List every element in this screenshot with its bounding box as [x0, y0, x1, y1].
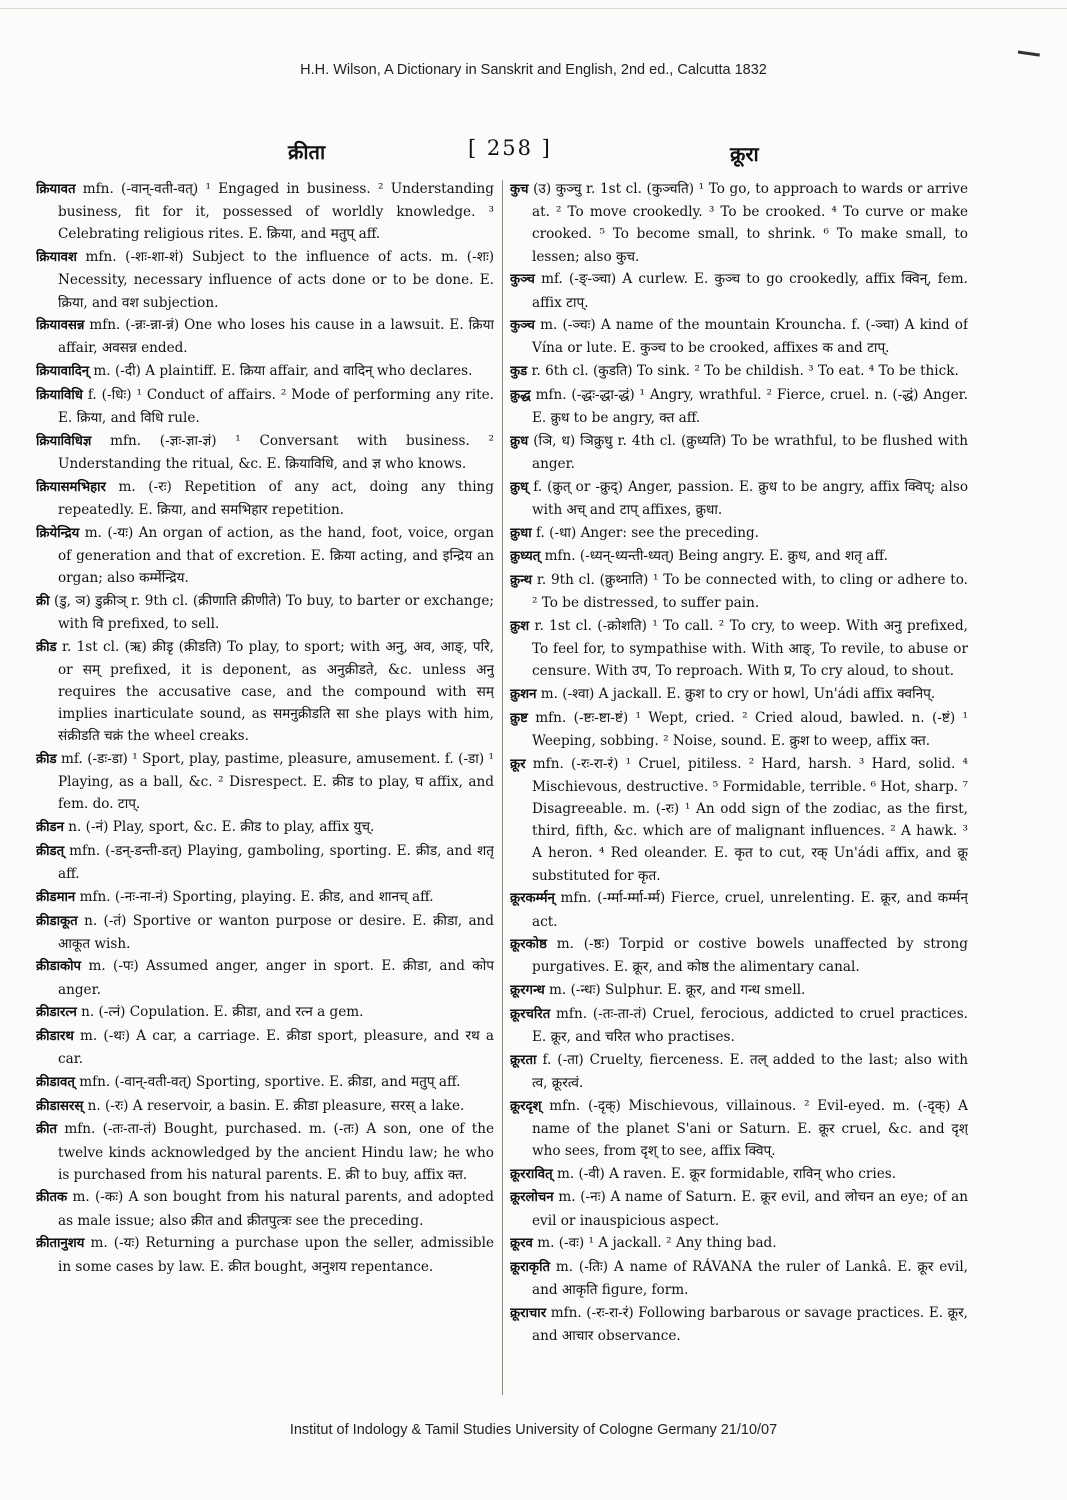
dictionary-entry — [510, 1095, 968, 1163]
entry-definition: mfn. (-डन्-डन्ती-डत्) Playing, gamboling, sporting. E. क्रीड, and शतृ aff. — [58, 842, 494, 883]
dictionary-entry — [510, 1003, 968, 1048]
entry-definition: mf. (-डः-डा) ¹ Sport, play, pastime, pleasure, amusement. f. (-डा) ¹ Playing, as a ball, &c. ² Disrespect. E. क्रीड to play, घ affix, and fem. do. टाप्. — [58, 751, 494, 813]
dictionary-entry — [510, 615, 968, 683]
dictionary-entry — [36, 1232, 494, 1277]
entry-definition: mfn. (-शः-शा-शं) Subject to the influence of acts. m. (-शः) Necessity, necessary influence of acts done or to be done. E. क्रिया, and वश subjection. — [58, 249, 494, 311]
entry-definition: f. (क्रुत् or -क्रुद्) Anger, passion. E. क्रुध to be angry, affix क्विप्; also with अच् and टाप् affixes, क्रुधा. — [532, 478, 968, 518]
entry-definition: mfn. (-रः-रा-रं) ¹ Cruel, pitiless. ² Hard, harsh. ³ Hard, solid. ⁴ Mischievous, destructive. ⁵ Formidable, terrible. ⁶ Hot, sharp. ⁷ Disagreeable. m. (-रः) ¹ An odd sign of the zodiac, as the first, third, fifth, &c. which are of malignant influences. ² A hawk. ³ A heron. ⁴ Red oleander. E. कृत to cut, रक् Un'ádi affix, and क्रू substituted for कृत. — [532, 755, 968, 884]
dictionary-entry — [36, 476, 494, 521]
entry-headword: क्रूरता — [510, 1052, 537, 1068]
entry-headword: कुच — [510, 182, 529, 197]
entry-headword: क्रियावादिन् — [36, 364, 90, 380]
entry-definition: mfn. (-र्म्मा-र्म्मा-र्म्म) Fierce, cruel, unrelenting. E. क्रूर, and कर्म्मन् act. — [532, 890, 968, 930]
dictionary-entry — [36, 748, 494, 816]
entry-headword: क्रुश — [510, 618, 530, 634]
left-column — [36, 178, 494, 1398]
entry-headword: क्रीडत् — [36, 843, 65, 859]
dictionary-entry — [510, 384, 968, 429]
dictionary-entry — [36, 314, 494, 359]
entry-headword: क्रूरगन्ध — [510, 983, 545, 999]
entry-definition: m. (-न्धः) Sulphur. E. क्रूर, and गन्ध smell. — [549, 982, 806, 999]
entry-headword: कुञ्च — [510, 272, 535, 288]
dictionary-entry — [510, 360, 968, 383]
entry-definition: mfn. (-न्नः-न्ना-न्नं) One who loses his cause in a lawsuit. E. क्रिया affair, अवसन्न ended. — [58, 317, 494, 357]
page-number: [ 258 ] — [468, 136, 552, 160]
dictionary-entry — [510, 522, 968, 545]
entry-headword: क्रूराकृति — [510, 1260, 550, 1276]
right-column — [510, 178, 968, 1398]
dictionary-entry — [36, 590, 494, 635]
entry-definition: mfn. (-द्धः-द्धा-द्धं) ¹ Angry, wrathful. ² Fierce, cruel. n. (-द्धं) Anger. E. क्रुध to be angry, क्त aff. — [532, 386, 968, 427]
entry-definition: (उ) कुञ्चु r. 1st cl. (कुञ्चति) ¹ To go, to approach to wards or arrive at. ² To move crookedly. ³ To be crooked. ⁴ To curve or make crooked. ⁵ To become small, to shrink. ⁶ To make small, to lessen; also कुच. — [532, 181, 968, 265]
entry-definition: mfn. (-ष्टः-ष्टा-ष्टं) ¹ Wept, cried. ² Cried aloud, bawled. n. (-ष्टं) ¹ Weeping, sobbing. ² Noise, sound. E. क्रुश to weep, affix क्त. — [532, 709, 968, 749]
dictionary-entry — [36, 1186, 494, 1231]
entry-definition: m. (-यः) Returning a purchase upon the seller, admissible in some cases by law. E. क्रीत bought, अनुशय repentance. — [58, 1235, 494, 1275]
entry-definition: mf. (-ङ्-ञ्चा) A curlew. E. कुञ्च to go crookedly, affix क्विन्, fem. affix टाप्. — [532, 271, 968, 311]
dictionary-entry — [510, 1302, 968, 1347]
entry-headword: क्रूराचार — [510, 1305, 547, 1321]
entry-definition: m. (-यः) An organ of action, as the hand, foot, voice, organ of generation and that of excretion. E. क्रिया acting, and इन्द्रिय an organ; also कर्म्मेन्द्रिय. — [58, 524, 494, 586]
entry-definition: mfn. (-वान्-वती-वत्) ¹ Engaged in business. ² Understanding business, fit for it, possessed of worldly knowledge. ³ Celebrating religious rites. E. क्रिया, and मतुप् aff. — [58, 181, 494, 243]
entry-definition: m. (-वः) ¹ A jackall. ² Any thing bad. — [537, 1235, 777, 1252]
entry-headword: क्रीडावत् — [36, 1074, 75, 1090]
entry-headword: क्रूर — [510, 756, 526, 772]
entry-definition: mfn. (-तः-ता-तं) Cruel, ferocious, addicted to cruel practices. E. क्रूर, and चरित who practises. — [532, 1005, 968, 1046]
dictionary-entry — [510, 933, 968, 978]
entry-headword: क्रुद्ध — [510, 387, 531, 403]
dictionary-entry — [510, 314, 968, 359]
entry-definition: mfn. (-वान्-वती-वत्) Sporting, sportive. E. क्रीडा, and मतुप् aff. — [79, 1073, 461, 1090]
source-footer: Institut of Indology & Tamil Studies University of Cologne Germany 21/10/07 — [289, 1422, 778, 1438]
source-header: H.H. Wilson, A Dictionary in Sanskrit and English, 2nd ed., Calcutta 1832 — [300, 62, 767, 78]
entry-headword: क्रियावसन्न — [36, 318, 85, 334]
running-head-right: क्रूरा — [730, 142, 759, 166]
entry-headword: क्रीत — [36, 1122, 58, 1138]
entry-definition: mfn. (-रः-रा-रं) Following barbarous or savage practices. E. क्रूर, and आचार observance. — [532, 1304, 968, 1345]
entry-definition: f. (-ता) Cruelty, fierceness. E. तल् added to the last; also with त्व, क्रूरत्वं. — [532, 1051, 968, 1091]
entry-headword: क्रूरचरित — [510, 1006, 551, 1022]
dictionary-entry — [36, 430, 494, 475]
dictionary-entry — [510, 887, 968, 932]
entry-headword: क्रीडमान — [36, 889, 76, 905]
entry-headword: क्रूरकोष्ठ — [510, 937, 547, 953]
entry-definition: (ञि, ध) ञिक्रुधु r. 4th cl. (क्रुध्यति) To be wrathful, to be flushed with anger. — [532, 432, 968, 472]
entry-headword: कुञ्च — [510, 318, 535, 334]
entry-definition: r. 1st cl. (ऋ) क्रीडृ (क्रीडति) To play, to sport; with अनु, अव, आङ्, परि, or सम् prefixed, it is deponent, as अनुक्रीडते, &c. unless अनु requires the accusative case, and the compound with सम् implies inarticulate sound, as समनुक्रीडति सा she plays with him, संक्रीडति चक्रं the wheel creaks. — [58, 638, 494, 745]
entry-definition: n. (-रः) A reservoir, a basin. E. क्रीडा pleasure, सरस् a lake. — [87, 1097, 465, 1114]
dictionary-entry — [510, 268, 968, 313]
dictionary-entry — [510, 430, 968, 475]
entry-headword: क्रियावश — [36, 250, 77, 266]
entry-headword: क्रीडन — [36, 820, 64, 836]
entry-headword: क्रीडाकूत — [36, 913, 78, 929]
dictionary-entry — [36, 1095, 494, 1118]
entry-headword: क्रियासमभिहार — [36, 479, 106, 495]
entry-headword: क्रूरलोचन — [510, 1190, 554, 1206]
entry-definition: r. 9th cl. (क्रुथ्नाति) ¹ To be connected with, to cling or adhere to. ² To be distressed, to suffer pain. — [532, 571, 968, 612]
entry-headword: क्रीतक — [36, 1190, 68, 1206]
dictionary-entry — [510, 1163, 968, 1186]
entry-headword: क्रीतानुशय — [36, 1236, 85, 1252]
dictionary-entry — [510, 1256, 968, 1301]
dictionary-entry — [36, 1071, 494, 1094]
dictionary-entry — [510, 1049, 968, 1094]
entry-headword: क्रीडाकोप — [36, 959, 82, 975]
entry-headword: क्रुध्यत् — [510, 549, 541, 565]
entry-headword: कुड — [510, 364, 528, 380]
entry-definition: r. 1st cl. (-क्रोशति) ¹ To call. ² To cry, to weep. With अनु prefixed, To feel for, to sympathise with. With आङ्, To revile, to abuse or censure. With उप, To reproach. With प्र, To cry aloud, to shout. — [532, 617, 968, 680]
entry-definition: n. (-तं) Sportive or wanton purpose or desire. E. क्रीडा, and आकूत wish. — [58, 912, 494, 952]
entry-headword: क्रुशन — [510, 686, 537, 702]
dictionary-entry — [36, 910, 494, 955]
entry-headword: क्रीड — [36, 639, 57, 655]
entry-definition: m. (-रः) Repetition of any act, doing any thing repeatedly. E. क्रिया, and समभिहार repetition. — [58, 478, 494, 518]
entry-definition: n. (-त्नं) Copulation. E. क्रीडा, and रत्न a gem. — [81, 1004, 364, 1021]
entry-headword: क्रुष्ट — [510, 710, 528, 726]
dictionary-entry — [36, 178, 494, 246]
dictionary-entry — [510, 1232, 968, 1255]
dictionary-entry — [36, 840, 494, 885]
dictionary-entry — [510, 1186, 968, 1231]
entry-headword: क्रूरव — [510, 1236, 533, 1252]
entry-headword: क्रुन्थ — [510, 572, 533, 588]
entry-definition: mfn. (-दृक्) Mischievous, villainous. ² Evil-eyed. m. (-दृक्) A name of the planet S'ani or Saturn. E. क्रूर cruel, &c. and दृश् who sees, from दृश् to see, affix क्विप्. — [532, 1097, 968, 1160]
entry-definition: m. (-थः) A car, a carriage. E. क्रीडा sport, pleasure, and रथ a car. — [58, 1028, 494, 1068]
entry-definition: m. (-ञ्चः) A name of the mountain Krouncha. f. (-ञ्चा) A kind of Vína or lute. E. कुञ्च to be crooked, affixes क and टाप्. — [532, 317, 968, 357]
entry-definition: m. (-तिः) A name of RÁVANA the ruler of Lankâ. E. क्रूर evil, and आकृति figure, form. — [532, 1259, 968, 1299]
entry-headword: क्रुध — [510, 433, 529, 449]
dictionary-entry — [36, 1001, 494, 1024]
dictionary-entry — [36, 1118, 494, 1186]
entry-definition: f. (-धा) Anger: see the preceding. — [535, 524, 759, 541]
entry-headword: क्रूरदृश् — [510, 1098, 542, 1114]
dictionary-entry — [510, 476, 968, 521]
entry-definition: m. (-ष्ठः) Torpid or costive bowels unaffected by strong purgatives. E. क्रूर, and कोष्ठ the alimentary canal. — [532, 936, 968, 976]
dictionary-entry — [36, 1025, 494, 1070]
running-head — [40, 136, 1030, 170]
entry-definition: f. (-धिः) ¹ Conduct of affairs. ² Mode of performing any rite. E. क्रिया, and विधि rule. — [58, 386, 494, 427]
entry-headword: क्री — [36, 593, 50, 609]
entry-headword: क्रियावत — [36, 182, 76, 197]
entry-definition: mfn. (-नः-ना-नं) Sporting, playing. E. क्रीड, and शानच् aff. — [79, 888, 434, 905]
dictionary-entry — [36, 384, 494, 429]
entry-headword: क्रीडारत्न — [36, 1005, 77, 1021]
entry-headword: क्रूररावित् — [510, 1166, 553, 1182]
dictionary-entry — [510, 178, 968, 268]
scan-edge — [0, 0, 1067, 9]
dictionary-entry — [36, 816, 494, 839]
entry-headword: क्रीड — [36, 752, 57, 768]
entry-definition: m. (-पः) Assumed anger, anger in sport. E. क्रीडा, and कोप anger. — [58, 958, 494, 998]
entry-definition: m. (-वी) A raven. E. क्रूर formidable, राविन् who cries. — [556, 1165, 897, 1182]
entry-definition: mfn. (-तः-ता-तं) Bought, purchased. m. (-तः) A son, one of the twelve kinds acknowledged by the ancient Hindu law; he who is purchased from his natural parents. E. क्री to buy, affix क्त. — [58, 1121, 494, 1183]
dictionary-entry — [36, 360, 494, 383]
entry-definition: n. (-नं) Play, sport, &c. E. क्रीड to play, affix युच्. — [68, 819, 375, 836]
entry-definition: m. (-कः) A son bought from his natural parents, and adopted as male issue; also क्रीत and क्रीतपुत्त्रः see the preceding. — [58, 1189, 494, 1229]
entry-headword: क्रियेन्द्रिय — [36, 525, 80, 541]
dictionary-entry — [510, 707, 968, 752]
dictionary-entry — [36, 246, 494, 314]
entry-definition: m. (-नः) A name of Saturn. E. क्रूर evil, and लोचन an eye; of an evil or inauspicious aspect. — [532, 1189, 968, 1229]
dictionary-entry — [510, 753, 968, 887]
dictionary-entry — [36, 522, 494, 590]
entry-headword: क्रूरकर्म्मन् — [510, 891, 555, 907]
entry-headword: क्रुध् — [510, 479, 529, 495]
column-rule — [502, 180, 503, 1395]
dictionary-entry — [510, 683, 968, 706]
entry-definition: mfn. (-ध्यन्-ध्यन्ती-ध्यत्) Being angry. E. क्रुध, and शतृ aff. — [544, 548, 888, 565]
entry-headword: क्रीडासरस् — [36, 1098, 84, 1114]
entry-definition: m. (-दी) A plaintiff. E. क्रिया affair, and वादिन् who declares. — [93, 363, 473, 380]
dictionary-entry — [36, 886, 494, 909]
dictionary-entry — [510, 979, 968, 1002]
dictionary-entry — [510, 569, 968, 614]
dictionary-entry — [510, 545, 968, 568]
entry-definition: (डु, ञ) डुक्रीञ् r. 9th cl. (क्रीणाति क्रीणीते) To buy, to barter or exchange; with वि prefixed, to sell. — [54, 592, 494, 632]
entry-definition: m. (-श्वा) A jackall. E. क्रुश to cry or howl, Un'ádi affix क्वनिप्. — [540, 685, 936, 702]
entry-headword: क्रीडारथ — [36, 1029, 74, 1045]
entry-headword: क्रियाविधिज्ञ — [36, 433, 92, 449]
entry-definition: mfn. (-ज्ञः-ज्ञा-ज्ञं) ¹ Conversant with business. ² Understanding the ritual, &c. E. क्रियाविधि, and ज्ञ who knows. — [58, 432, 494, 472]
entry-definition: r. 6th cl. (कुडति) To sink. ² To be childish. ³ To eat. ⁴ To be thick. — [531, 363, 959, 380]
entry-headword: क्रुधा — [510, 525, 532, 541]
dictionary-entry — [36, 636, 494, 748]
running-head-left: क्रीता — [288, 140, 326, 164]
entry-headword: क्रियाविधि — [36, 387, 83, 403]
dictionary-entry — [36, 955, 494, 1000]
